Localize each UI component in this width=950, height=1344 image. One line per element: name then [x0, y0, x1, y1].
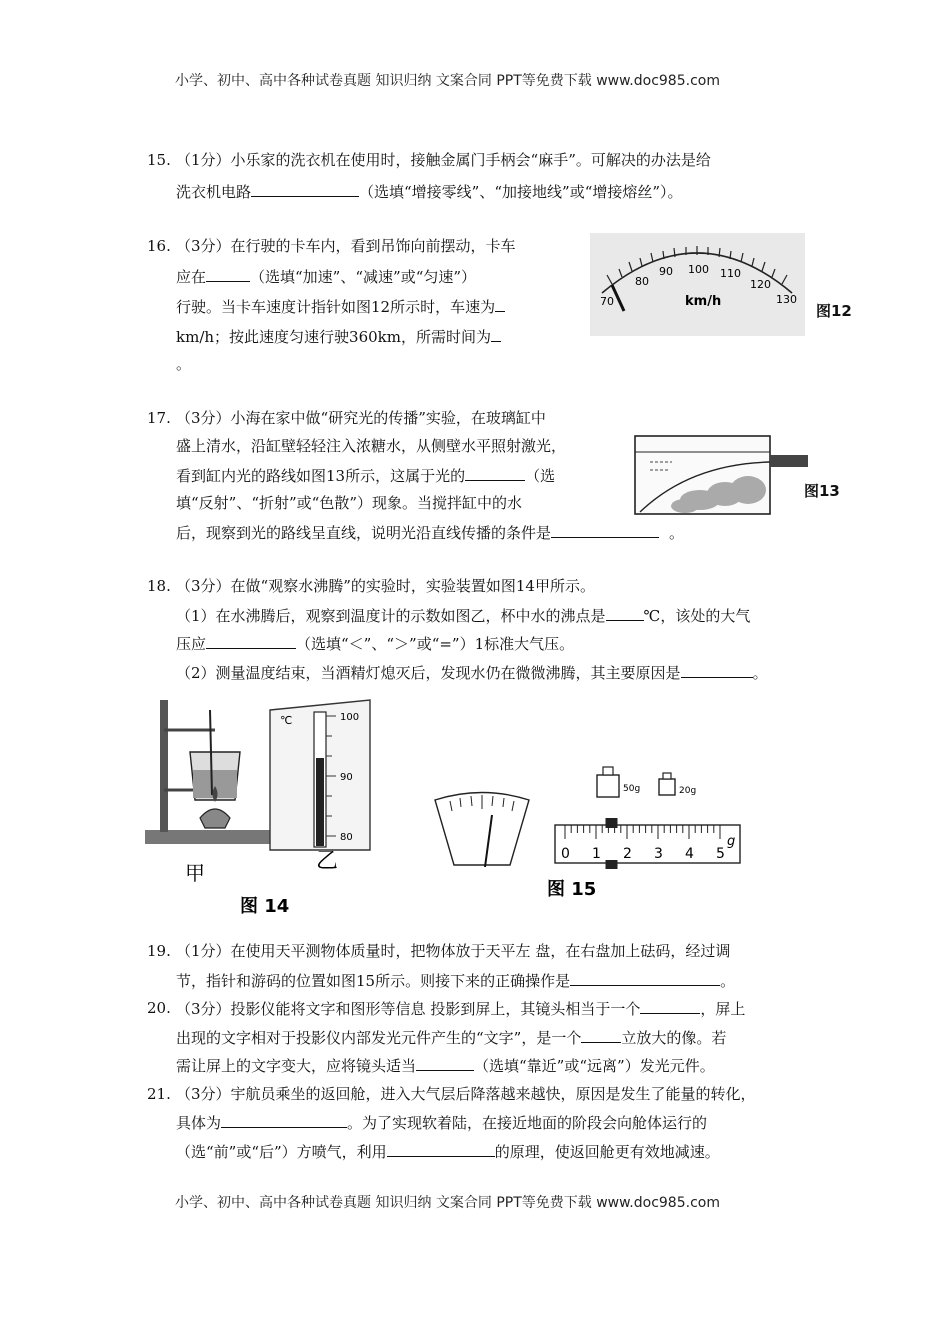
question-text: 应在	[176, 268, 207, 286]
alcohol-lamp	[200, 809, 230, 828]
question-text: 填“反射”、“折射”或“色散”）现象。当搅拌缸中的水	[176, 494, 523, 512]
answer-blank[interactable]	[465, 465, 525, 481]
question-text: 需让屏上的文字变大，应将镜头适当	[176, 1057, 417, 1075]
question-number: 19.	[147, 942, 171, 960]
question-text: （3分）在行驶的卡车内，看到吊饰向前摆动，卡车	[176, 237, 516, 255]
question-text: （选“前”或“后”）方喷气，利用	[176, 1143, 387, 1161]
page-header: 小学、初中、高中各种试卷真题 知识归纳 文案合同 PPT等免费下载 www.doc985.com	[175, 73, 720, 89]
question-text: 的原理，使返回舱更有效地减速。	[494, 1143, 720, 1161]
question-text: （选填“加速”、“减速”或“匀速”）	[250, 268, 477, 286]
weight-50g	[597, 775, 619, 797]
thermometer-liquid	[316, 758, 324, 846]
question-text: （选填“靠近”或“远离”）发光元件。	[474, 1057, 715, 1075]
question-text: 行驶。当卡车速度计指针如图12所示时，车速为	[176, 298, 496, 316]
dial-unit: km/h	[685, 294, 722, 309]
answer-blank[interactable]	[206, 266, 250, 282]
weight-20g-label: 20g	[679, 786, 697, 796]
question-text: 。	[176, 355, 192, 373]
question-text: （3分）小海在家中做“研究光的传播”实验，在玻璃缸中	[176, 409, 546, 427]
question-text: （2）测量温度结束，当酒精灯熄灭后，发现水仍在微微沸腾，其主要原因是	[176, 664, 681, 682]
question-text: ，屏上	[700, 1000, 746, 1018]
question-text: （选	[525, 467, 556, 485]
page-footer: 小学、初中、高中各种试卷真题 知识归纳 文案合同 PPT等免费下载 www.doc985.com	[175, 1195, 720, 1211]
answer-blank[interactable]	[206, 633, 296, 649]
question-text: km/h；按此速度匀速行驶360km，所需时间为	[176, 328, 491, 346]
question-text: 节，指针和游码的位置如图15所示。则接下来的正确操作是	[176, 972, 571, 990]
scale-label-1: 1	[592, 846, 601, 862]
question-number: 18.	[147, 577, 171, 595]
dial-label-70: 70	[600, 295, 614, 308]
figure-15	[425, 755, 755, 905]
scale-label-2: 2	[623, 846, 632, 862]
answer-blank[interactable]	[251, 181, 359, 197]
figure-15-caption: 图 15	[547, 879, 597, 900]
rider-scale	[555, 825, 740, 863]
answer-blank[interactable]	[606, 605, 644, 621]
question-text: 。	[669, 524, 685, 542]
laser-pointer	[770, 455, 808, 467]
scale-label-3: 3	[654, 846, 663, 862]
dial-label-80: 80	[635, 275, 649, 288]
question-text: （选填“＜”、“＞”或“=”）1标准大气压。	[296, 635, 575, 653]
answer-blank[interactable]	[491, 326, 501, 342]
question-number: 20.	[147, 999, 171, 1017]
thermometer-label-100: 100	[340, 712, 360, 723]
question-text: 看到缸内光的路线如图13所示，这属于光的	[176, 467, 466, 485]
weight-20g	[659, 779, 675, 795]
dial-label-100: 100	[688, 263, 709, 276]
question-text: （选填“增接零线”、“加接地线”或“增接熔丝”）。	[359, 183, 683, 201]
question-text: （1分）小乐家的洗衣机在使用时，接触金属门手柄会“麻手”。可解决的办法是给	[176, 151, 711, 169]
question-text: 后，现察到光的路线呈直线，说明光沿直线传播的条件是	[176, 524, 552, 542]
question-text: 压应	[176, 635, 207, 653]
thermometer-label-80: 80	[340, 832, 353, 843]
question-number: 16.	[147, 237, 171, 255]
rider-lower	[606, 860, 618, 869]
answer-blank[interactable]	[551, 522, 659, 538]
scale-label-5: 5	[716, 846, 725, 862]
thermometer-unit: ℃	[280, 714, 293, 727]
question-text: 。为了实现软着陆，在接近地面的阶段会向舱体运行的	[347, 1114, 708, 1132]
question-text: ℃，该处的大气	[643, 607, 751, 625]
figure-14	[140, 690, 380, 920]
question-text: 立放大的像。若	[621, 1029, 727, 1047]
answer-blank[interactable]	[570, 970, 720, 986]
figure-14-label-b: 乙	[316, 849, 339, 874]
dial-label-110: 110	[720, 267, 741, 280]
speedometer-figure	[590, 233, 805, 336]
question-text: （1分）在使用天平测物体质量时，把物体放于天平左 盘，在右盘加上砝码，经过调	[176, 942, 731, 960]
question-text: 盛上清水，沿缸壁轻轻注入浓糖水，从侧壁水平照射激光，	[176, 437, 567, 455]
answer-blank[interactable]	[495, 296, 505, 312]
scale-label-4: 4	[685, 846, 694, 862]
question-number: 15.	[147, 151, 171, 169]
question-text: 具体为	[176, 1114, 222, 1132]
figure-14-label-a: 甲	[185, 861, 205, 885]
question-text: 。	[720, 972, 736, 990]
question-text: 。	[752, 664, 768, 682]
question-text: （3分）在做“观察水沸腾”的实验时，实验装置如图14甲所示。	[176, 577, 595, 595]
figure-14-caption: 图 14	[240, 896, 290, 917]
figure-13-label: 图13	[804, 482, 840, 500]
scale-unit: g	[727, 834, 736, 849]
glass-tank-figure	[630, 428, 810, 518]
question-text: 洗衣机电路	[176, 183, 252, 201]
scale-label-0: 0	[561, 846, 570, 862]
weight-20g-knob	[663, 773, 671, 779]
question-number: 21.	[147, 1085, 171, 1103]
thermometer-label-90: 90	[340, 772, 353, 783]
question-text: 出现的文字相对于投影仪内部发光元件产生的“文字”，是一个	[176, 1029, 582, 1047]
answer-blank[interactable]	[416, 1055, 474, 1071]
figure-12-label: 图12	[816, 302, 852, 320]
question-text: （3分）宇航员乘坐的返回舱，进入大气层后降落越来越快，原因是发生了能量的转化，	[176, 1085, 756, 1103]
question-number: 17.	[147, 409, 171, 427]
answer-blank[interactable]	[581, 1027, 621, 1043]
question-text: （1）在水沸腾后，观察到温度计的示数如图乙，杯中水的沸点是	[176, 607, 606, 625]
weight-50g-knob	[603, 767, 613, 775]
stand-rod	[160, 700, 168, 832]
dial-label-130: 130	[776, 293, 797, 306]
answer-blank[interactable]	[681, 662, 753, 678]
dial-label-120: 120	[750, 278, 771, 291]
dial-label-90: 90	[659, 265, 673, 278]
answer-blank[interactable]	[221, 1112, 347, 1128]
question-text: （3分）投影仪能将文字和图形等信息 投影到屏上，其镜头相当于一个	[176, 1000, 641, 1018]
rider	[606, 818, 618, 828]
answer-blank[interactable]	[640, 998, 700, 1014]
weight-50g-label: 50g	[623, 784, 641, 794]
answer-blank[interactable]	[387, 1141, 495, 1157]
